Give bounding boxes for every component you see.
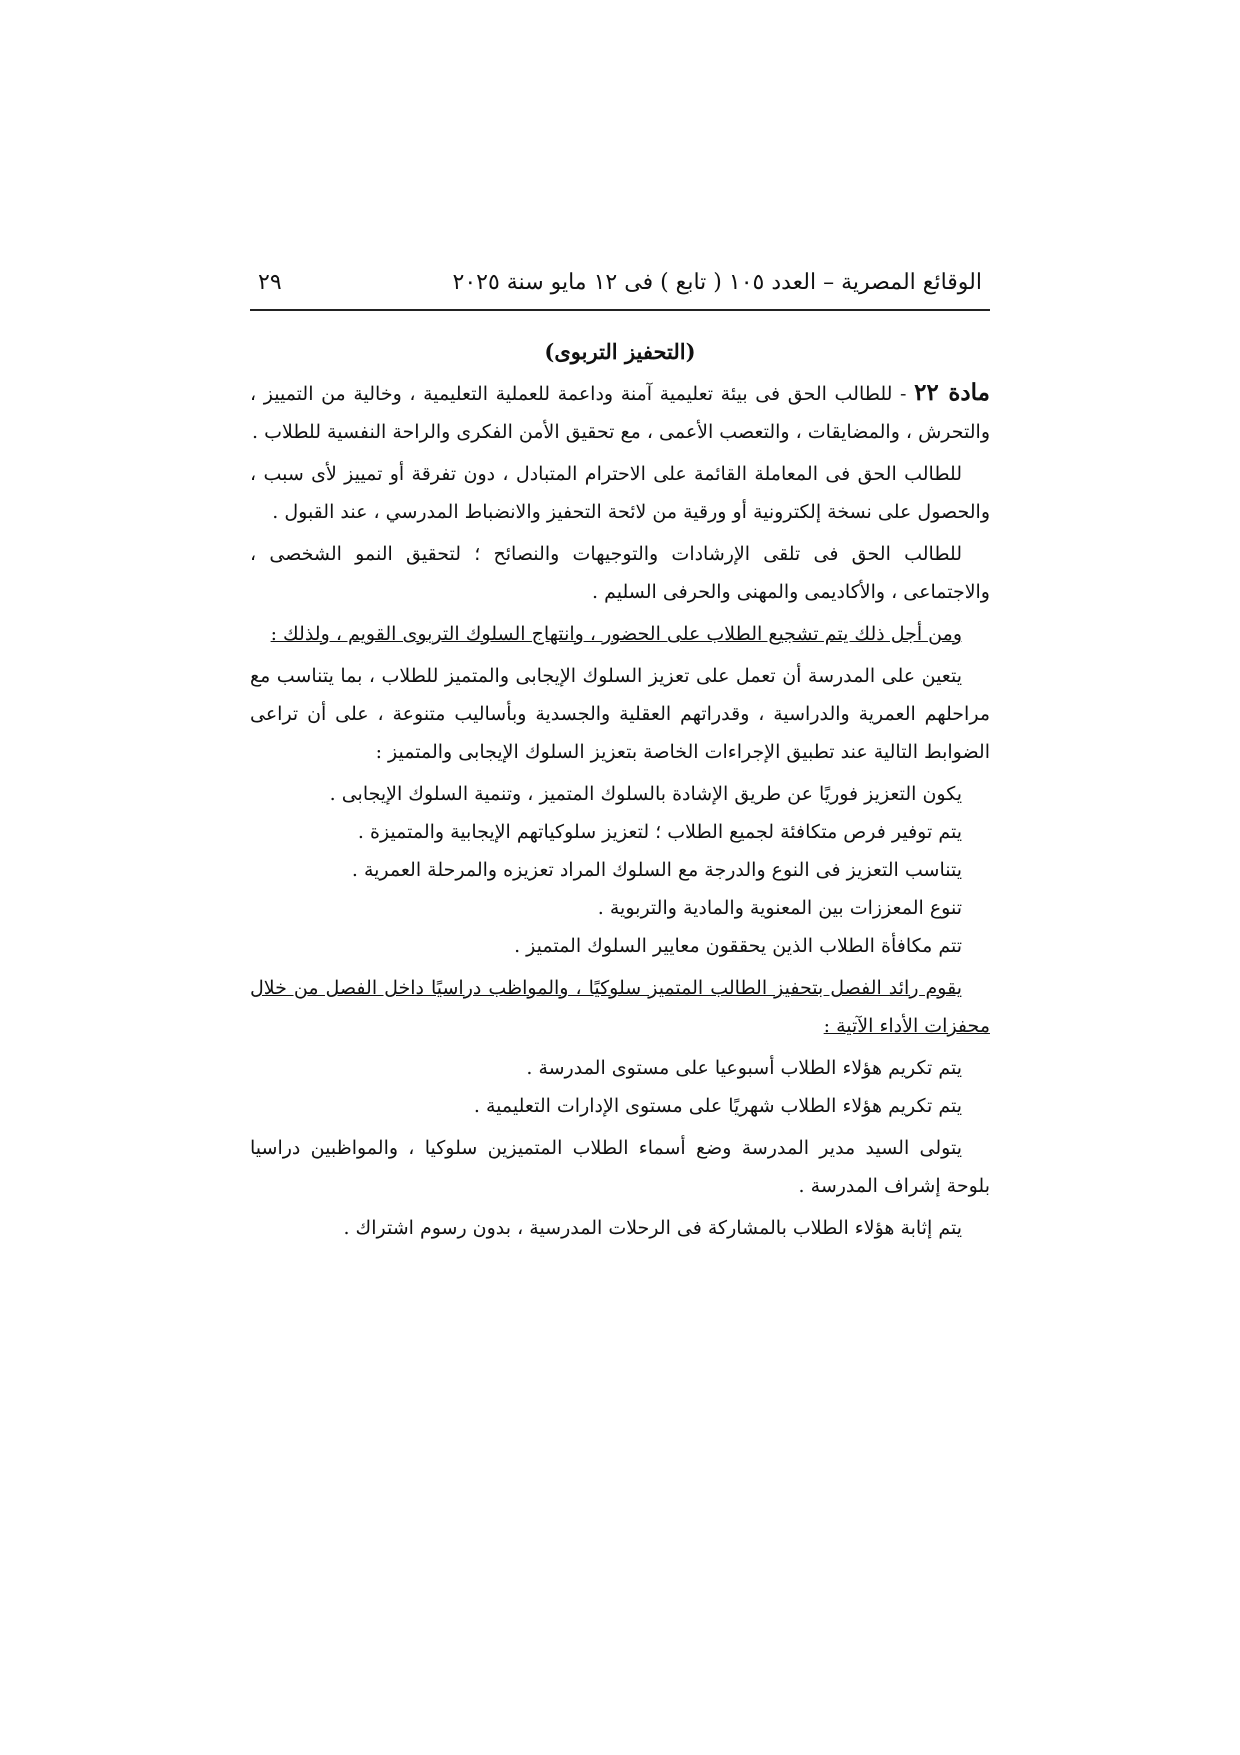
paragraph-principal: يتولى السيد مدير المدرسة وضع أسماء الطلاب المتميزين سلوكيا ، والمواظبين دراسيا بلوحة إشراف المدرسة . [250,1137,990,1197]
list-item: يتم توفير فرص متكافئة لجميع الطلاب ؛ لتعزيز سلوكياتهم الإيجابية والمتميزة . [357,821,962,843]
article-intro: - للطالب الحق فى بيئة تعليمية آمنة وداعمة للعملية التعليمية ، وخالية من التمييز ، والتحرش ، والمضايقات ، والتعصب الأعمى ، مع تحقيق الأمن الفكرى والراحة النفسية للطلاب . [250,383,990,443]
section-title: (التحفيز التربوى) [544,339,696,364]
list-item: تنوع المعززات بين المعنوية والمادية والتربوية . [597,897,962,919]
paragraph-class-leader: يقوم رائد الفصل بتحفيز الطالب المتميز سلوكيًا ، والمواظب دراسيًا داخل الفصل من خلال محفزات الأداء الآتية : [250,977,990,1037]
page-number: ٢٩ [258,270,282,295]
article-paragraph [250,374,990,451]
final-item-list [250,1209,990,1247]
reinforcement-rules-list [250,775,990,965]
list-item: يتم إثابة هؤلاء الطلاب بالمشاركة فى الرحلات المدرسية ، بدون رسوم اشتراك . [343,1217,962,1239]
list-item: يتناسب التعزيز فى النوع والدرجة مع السلوك المراد تعزيزه والمرحلة العمرية . [351,859,962,881]
paragraph-encouragement: ومن أجل ذلك يتم تشجيع الطلاب على الحضور ، وانتهاج السلوك التربوى القويم ، ولذلك : [270,623,962,645]
performance-incentives-list [250,1049,990,1125]
list-item: يتم تكريم هؤلاء الطلاب أسبوعيا على مستوى المدرسة . [526,1057,962,1079]
list-item: تتم مكافأة الطلاب الذين يحققون معايير السلوك المتميز . [514,935,962,957]
paragraph-school-duty: يتعين على المدرسة أن تعمل على تعزيز السلوك الإيجابى والمتميز للطلاب ، بما يتناسب مع مراحلهم العمرية والدراسية ، وقدراتهم العقلية والجسدية وبأساليب متنوعة ، على أن تراعى الضوابط التالية عند تطبيق الإجراءات الخاصة بتعزيز السلوك الإيجابى والمتميز : [250,665,990,763]
list-item: يتم تكريم هؤلاء الطلاب شهريًا على مستوى الإدارات التعليمية . [473,1095,962,1117]
list-item: يكون التعزيز فوريًا عن طريق الإشادة بالسلوك المتميز ، وتنمية السلوك الإيجابى . [329,783,962,805]
header-title: الوقائع المصرية – العدد ١٠٥ ( تابع ) فى ١٢ مايو سنة ٢٠٢٥ [452,270,982,295]
document-page [250,270,990,1251]
article-label: مادة ٢٢ [914,379,990,406]
page-header [250,270,990,311]
paragraph-guidance: للطالب الحق فى تلقى الإرشادات والتوجيهات والنصائح ؛ لتحقيق النمو الشخصى ، والاجتماعى ، والأكاديمى والمهنى والحرفى السليم . [250,543,990,603]
paragraph-respect: للطالب الحق فى المعاملة القائمة على الاحترام المتبادل ، دون تفرقة أو تمييز لأى سبب ، والحصول على نسخة إلكترونية أو ورقية من لائحة التحفيز والانضباط المدرسي ، عند القبول . [250,463,990,523]
